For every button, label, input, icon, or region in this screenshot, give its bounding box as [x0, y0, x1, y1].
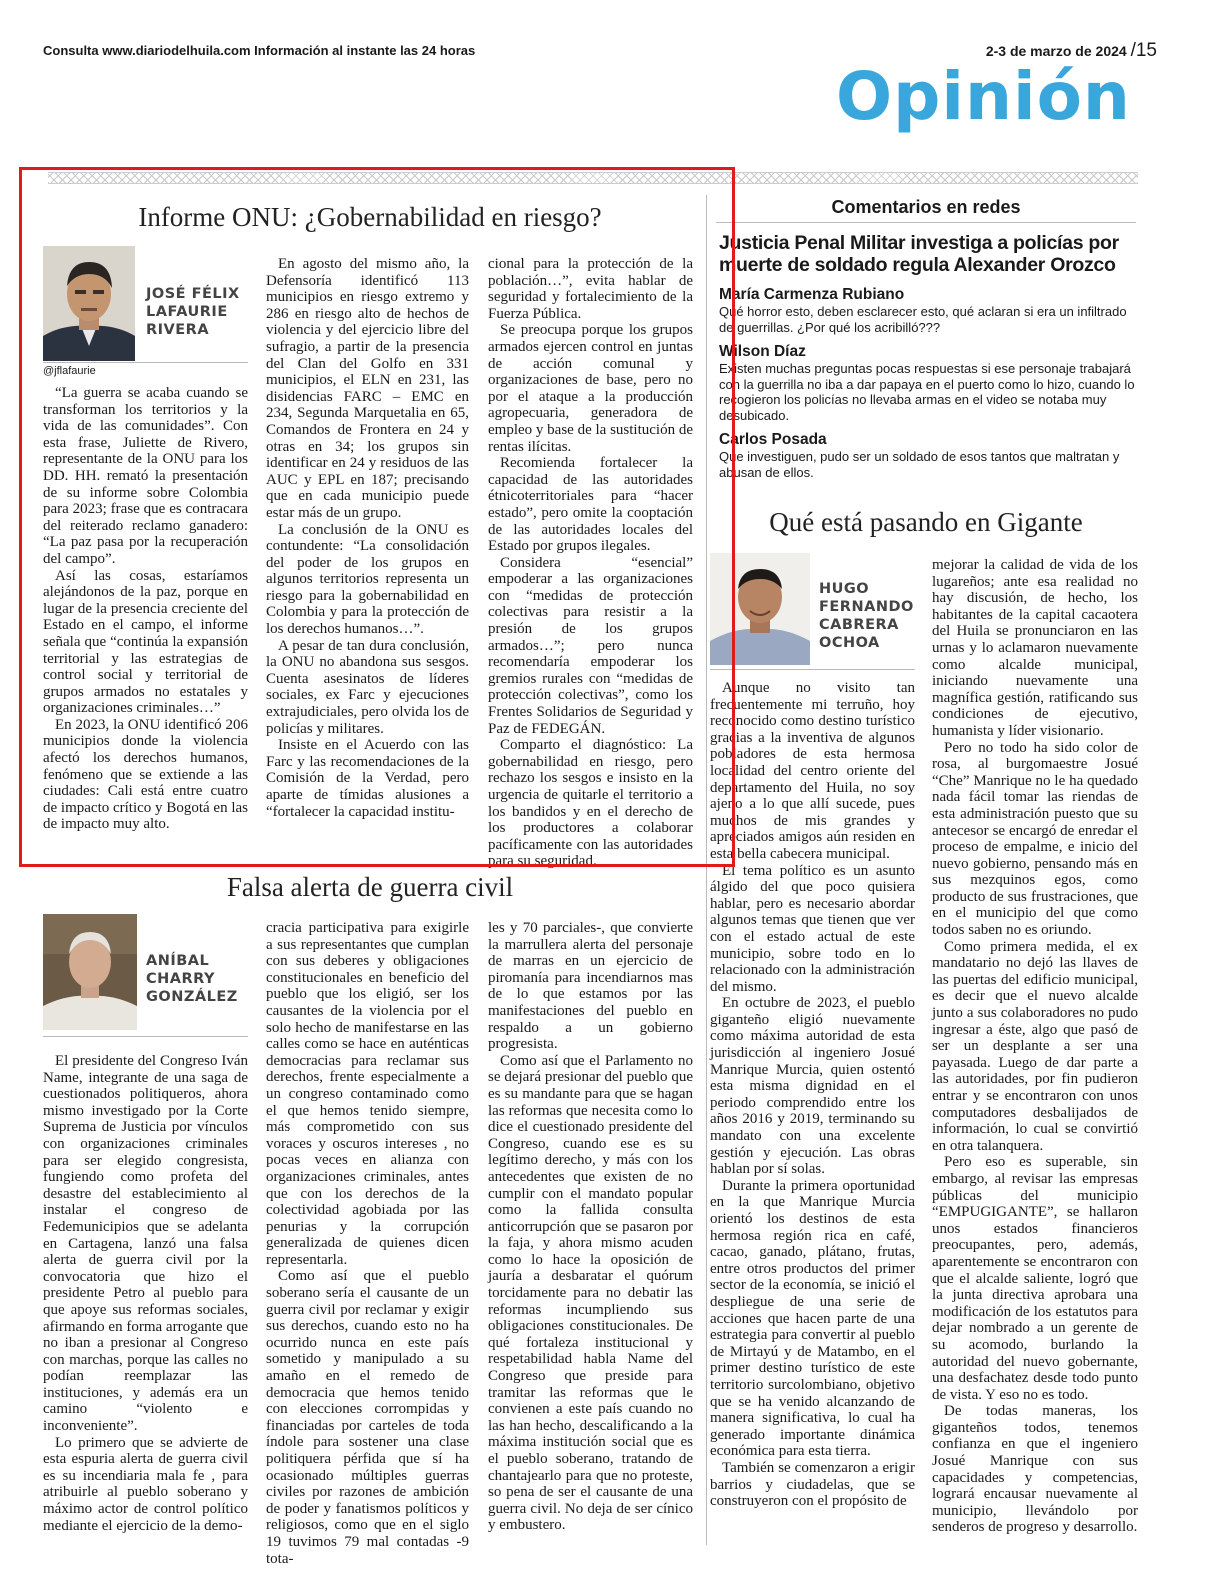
divider — [710, 669, 915, 670]
author-line: GONZÁLEZ — [146, 989, 238, 1005]
paragraph: Recomienda fortalecer la capacidad de las autoridades étnicoterritoriales para “hacer estado”, pero omite la cooptación de las autoridades locales del Estado por grupos ilegales. — [488, 455, 693, 555]
article2-column-1 — [43, 1053, 248, 1534]
paragraph: En 2023, la ONU identificó 206 municipios donde la violencia afectó los derechos humanos, fenómeno que se extiende a las ciudades: Cali está entre cuatro de impacto crítico y Bogotá en las de impacto muy alto. — [43, 716, 248, 833]
author-portrait-icon — [43, 914, 137, 1030]
paragraph: Así las cosas, estaríamos alejándonos de la paz, porque en lugar de la presencia creciente del Estado en el campo, el informe señala que “continúa la expansión territorial y las estrategias de control social y territorial de grupos armados no estatales y organizaciones criminales…” — [43, 567, 248, 717]
page-number: /15 — [1130, 40, 1157, 61]
author-line: JOSÉ FÉLIX — [146, 286, 240, 302]
comments-list — [719, 286, 1137, 480]
comment-author: Wilson Díaz — [719, 343, 806, 360]
comments-headline: Justicia Penal Militar investiga a policías por muerte de soldado regula Alexander Orozco — [719, 232, 1119, 276]
paragraph: En octubre de 2023, el pueblo giganteño eligió nuevamente como máxima autoridad de esta jurisdicción al ingeniero Josué Manrique Murcia, quien ostentó esta misma dignidad en el periodo comprendido entre los años 2016 y 2019, terminando su mandato con una excelente gestión y ejecución. Las obras hablan por sí solas. — [710, 995, 915, 1178]
author-handle: @jflafaurie — [43, 365, 96, 377]
paragraph: Pero eso es superable, sin embargo, al revisar las empresas públicas del municipio “EMPUGIGANTE”, se hallaron unos estados financieros preocupantes, pero, además, aparentemente se encontraron con que el alcalde saliente, logró que la junta directiva aprobara una modificación de los estatutos para dejar nombrado a un gerente de su acomodo, burlando la autoridad del nuevo gobernante, una desfachatez desde todo punto de vista. Y eso no es todo. — [932, 1154, 1138, 1403]
paragraph: En agosto del mismo año, la Defensoría identificó 113 municipios en riesgo extremo y 286 en riesgo alto de hechos de violencia y del ejercicio libre del sufragio, a partir de la presencia del Clan del Golfo en 331 municipios, el ELN en 231, las disidencias FARC – EMC en 234, Segunda Marquetalia en 65, Comandos de Frontera en 24 y otras en 34; los grupos sin identificar en 24 y residuos de las AUC y EPL en 187; precisando que en cada municipio puede estar más de un grupo. — [266, 256, 469, 521]
divider — [716, 222, 1136, 223]
paragraph: Lo primero que se advierte de esta espuria alerta de guerra civil es su incendiaria mala fe , para atribuirle al pueblo soberano y máximo actor de control político mediante el ejercicio de la demo- — [43, 1434, 248, 1534]
article2-author-name — [146, 952, 256, 1006]
paragraph: Como así que el pueblo soberano sería el causante de un guerra civil por reclamar y exigir sus derechos, cuando esto no ha ocurrido nunca en este país sometido y manipulado a su amaño en el remedo de democracia que hemos tenido con elecciones corrompidas y financiadas por carteles de toda índole para sostener una clase politiquera pérfida que sí ha ocasionado múltiples guerras civiles por razones de ambición de poder y fanatismos políticos y religiosos, como que en el siglo 19 tuvimos 79 mal contadas -9 tota- — [266, 1268, 469, 1567]
article3-column-1 — [710, 680, 915, 1510]
paragraph: cional para la protección de la población…”, evita hablar de seguridad y fortalecimiento de la Fuerza Pública. — [488, 256, 693, 322]
paragraph: Insiste en el Acuerdo con las Farc y las recomendaciones de la Comisión de la Verdad, pero aparte de tímidas alusiones a “fortalecer la capacidad institu- — [266, 737, 469, 820]
paragraph: El presidente del Congreso Iván Name, integrante de una saga de cuestionados politiqueros, ahora mismo investigado por la Corte Suprema de Justicia por vínculos con organizaciones criminales para ser elegido congresista, fungiendo como profeta del desastre del establecimiento al instalar el congreso de Fedemunicipios que se adelanta en Cartagena, lanzó una falsa alerta de guerra civil por la convocatoria que hizo el presidente Petro al pueblo para que apoye sus reformas sociales, afirmando en forma arrogante que no iban a presionar al Congreso con marchas, porque las calles no podían reemplazar las instituciones, y además era un camino “violento e inconveniente”. — [43, 1053, 248, 1435]
author-line: FERNANDO — [819, 599, 914, 615]
author-line: HUGO — [819, 581, 870, 597]
paragraph: Considera “esencial” empoderar a las organizaciones con “medidas de protección colectivas para resistir a la presión de los grupos armados…”; pero nunca recomendaría empoderar los gremios rurales con “medidas de protección colectivas”, como los Frentes Solidarios de Seguridad y Paz de FEDEGÁN. — [488, 554, 693, 737]
paragraph: La conclusión de la ONU es contundente: “La consolidación del poder de los grupos en algunos territorios representa un riesgo para la gobernabilidad en Colombia y para la protección de los derechos humanos…”. — [266, 521, 469, 638]
comment-author: Carlos Posada — [719, 431, 827, 448]
paragraph: Durante la primera oportunidad en la que Manrique Murcia orientó los destinos de esta hermosa región rica en café, cacao, ganado, plátano, frutas, entre otros productos del primer sector de la economía, se inició el despliegue de una serie de acciones que hacen parte de una estrategia para convertir al pueblo de Mirtayú y de Matambo, en el primer destino turístico de este territorio surcolombiano, objetivo que se ha venido alcanzando de manera significativa, lo cual ha generado importante dinámica económica para esta tierra. — [710, 1177, 915, 1460]
paragraph: Comparto el diagnóstico: La gobernabilidad en riesgo, pero rechazo los sesgos e insisto en la urgencia de quitarle el territorio a los bandidos y en el derecho de los productores a colaborar pacíficamente con las autoridades para su seguridad. — [488, 737, 693, 870]
article2-column-3 — [488, 920, 693, 1534]
comment-text: Qué horror esto, deben esclarecer esto, qué aclaran si era un infiltrado de guerrillas. ¿Por qué los acribilló??? — [719, 304, 1127, 335]
article3-column-2 — [932, 557, 1138, 1536]
author-line: RIVERA — [146, 322, 210, 338]
comment-text: Existen muchas preguntas pocas respuestas si ese personaje trabajará con la guerrilla no iba a dar papaya en el puerto como lo hizo, cuando lo recogieron los policías no llevaba armas en el video se notaba muy desubicado. — [719, 361, 1135, 423]
section-title: Opinión — [836, 58, 1131, 135]
paragraph: les y 70 parciales-, que convierte la marrullera alerta del personaje de marras en un ejercicio de piromanía para incendiarnos mas de lo que estamos por las manifestaciones del pueblo en respaldo a un gobierno progresista. — [488, 920, 693, 1053]
comment-text: Que investiguen, pudo ser un soldado de esos tantos que maltratan y abusan de ellos. — [719, 449, 1120, 480]
paragraph: Se preocupa porque los grupos armados ejercen control en juntas de acción comunal y organizaciones de base, pero no por el ataque a la producción agropecuaria, generadora de empleo y base de la sustitución de rentas ilícitas. — [488, 322, 693, 455]
author-line: CABRERA — [819, 617, 899, 633]
article3-title: Qué está pasando en Gigante — [769, 507, 1083, 537]
comments-title: Comentarios en redes — [831, 197, 1021, 217]
author-line: LAFAURIE — [146, 304, 228, 320]
divider — [43, 1036, 248, 1037]
comment-item — [719, 286, 1137, 335]
header-date: 2-3 de marzo de 2024 — [985, 43, 1127, 59]
comment-item — [719, 431, 1137, 480]
paragraph: Pero no todo ha sido color de rosa, al burgomaestre Josué “Che” Manrique no le ha quedado nada fácil tomar las riendas de esta administración puesto que su antecesor se encargó de enredar el proceso de empalme, e inicio del nuevo gobierno, pensando más en sus mezquinos egos, como producto de sus frustraciones, que en el municipio del que como todos saben no es oriundo. — [932, 739, 1138, 939]
article2-author-photo — [43, 914, 137, 1030]
paragraph: “La guerra se acaba cuando se transforman los territorios y la vida de las comunidades”. Con esta frase, Juliette de Rivero, representante de la ONU para los DD. HH. remató la presentación de su informe sobre Colombia para 2023; frase que es contracara del reiterado reclamo ganadero: “La paz pasa por la recuperación del campo”. — [43, 385, 248, 567]
paragraph: cracia participativa para exigirle a sus representantes que cumplan con sus deberes y obligaciones constitucionales en beneficio del pueblo que los eligió, ser los causantes de la violencia por el solo hecho de manifestarse en las calles como se hace en auténticas democracias para reclamar sus derechos, frente especialmente a un congreso contaminado como el que hemos tenido siempre, más comprometido con sus voraces y oscuros intereses , no pocas veces en alianza con organizaciones criminales, antes que con los derechos de la colectividad agobiada por las penurias y la corrupción generalizada de quienes dicen representarla. — [266, 920, 469, 1268]
author-line: CHARRY — [146, 971, 216, 987]
paragraph: El tema político es un asunto álgido del que poco quisiera hablar, pero es necesario abordar algunos temas que tienen que ver con el estado actual de este municipio, sobre todo en lo relacionado con la administración del mismo. — [710, 862, 915, 995]
article2-title: Falsa alerta de guerra civil — [226, 872, 514, 902]
paragraph: De todas maneras, los giganteños todos, tenemos confianza en que el ingeniero Josué Manrique con sus capacidades y competencias, logrará encausar nuevamente al municipio, llevándolo por senderos de progreso y desarrollo. — [932, 1403, 1138, 1536]
article1-title: Informe ONU: ¿Gobernabilidad en riesgo? — [138, 202, 602, 232]
paragraph: Como primera medida, el ex mandatario no dejó las llaves de las puertas del edificio municipal, es decir que el nuevo alcalde junto a sus colaboradores no pudo ingresar a éste, algo que pasó de ser un desplante a ser una payasada. Luego de dar parte a las autoridades, por fin pudieron entrar y se encontraron con unos computadores desbalijados de información, lo cual se convirtió en otra talanquera. — [932, 938, 1138, 1154]
header-site-line: Consulta www.diariodelhuila.com Información al instante las 24 horas — [43, 43, 476, 58]
paragraph: Aunque no visito tan frecuentemente mi terruño, hoy reconocido como destino turístico gracias a la inventiva de algunos pobladores de esta hermosa localidad del centro oriente del departamento del Huila, no soy ajeno a lo que allí sucede, pues muchos de mis grandes y apreciados amigos aún residen en esta bella cabecera municipal. — [710, 680, 915, 862]
paragraph: A pesar de tan dura conclusión, la ONU no abandona sus sesgos. Cuenta asesinatos de líderes sociales, ex Farc y ejecuciones extrajudiciales, pero olvida los de policías y militares. — [266, 637, 469, 737]
article3-author-name — [819, 580, 929, 652]
comment-author: María Carmenza Rubiano — [719, 286, 905, 303]
paragraph: mejorar la calidad de vida de los lugareños; ante esa realidad no hay discusión, de hecho, los habitantes de la capital cacaotera del Huila se pronunciaron en las urnas y lo aclamaron nuevamente como alcalde municipal, iniciando nuevamente una magnífica gestión, ratificando sus condiciones de ejecutivo, humanista y líder visionario. — [932, 557, 1138, 739]
highlight-box — [19, 167, 735, 867]
author-line: ANÍBAL — [146, 953, 210, 969]
article2-column-2 — [266, 920, 469, 1567]
comment-item — [719, 343, 1137, 423]
paragraph: Como así que el Parlamento no se dejará presionar del pueblo que es su mandante para que se hagan las reformas que necesita como lo dice el cuestionado presidente del Congreso, cuando ese es su legítimo derecho, y más con los antecedentes que existen de no cumplir con el mandato popular como la fallida consulta anticorrupción que se pasaron por la faja, y ahora mismo acuden como lo hace la oposición de jauría a desbaratar el quórum torcidamente para no debatir las reformas incumpliendo sus obligaciones constitucionales. De qué fortaleza institucional y respetabilidad habla Name del Congreso que preside para tramitar las reformas que le convienen a este país cuando no las han hecho, descalificando a la máxima institución social que es el pueblo soberano, tratando de chantajearlo para que no proteste, so pena de ser el causante de una guerra civil. No deja de ser cínico y embustero. — [488, 1052, 693, 1534]
paragraph: También se comenzaron a erigir barrios y ciudadelas, que se construyeron con el propósito de — [710, 1459, 915, 1510]
author-line: OCHOA — [819, 635, 880, 651]
